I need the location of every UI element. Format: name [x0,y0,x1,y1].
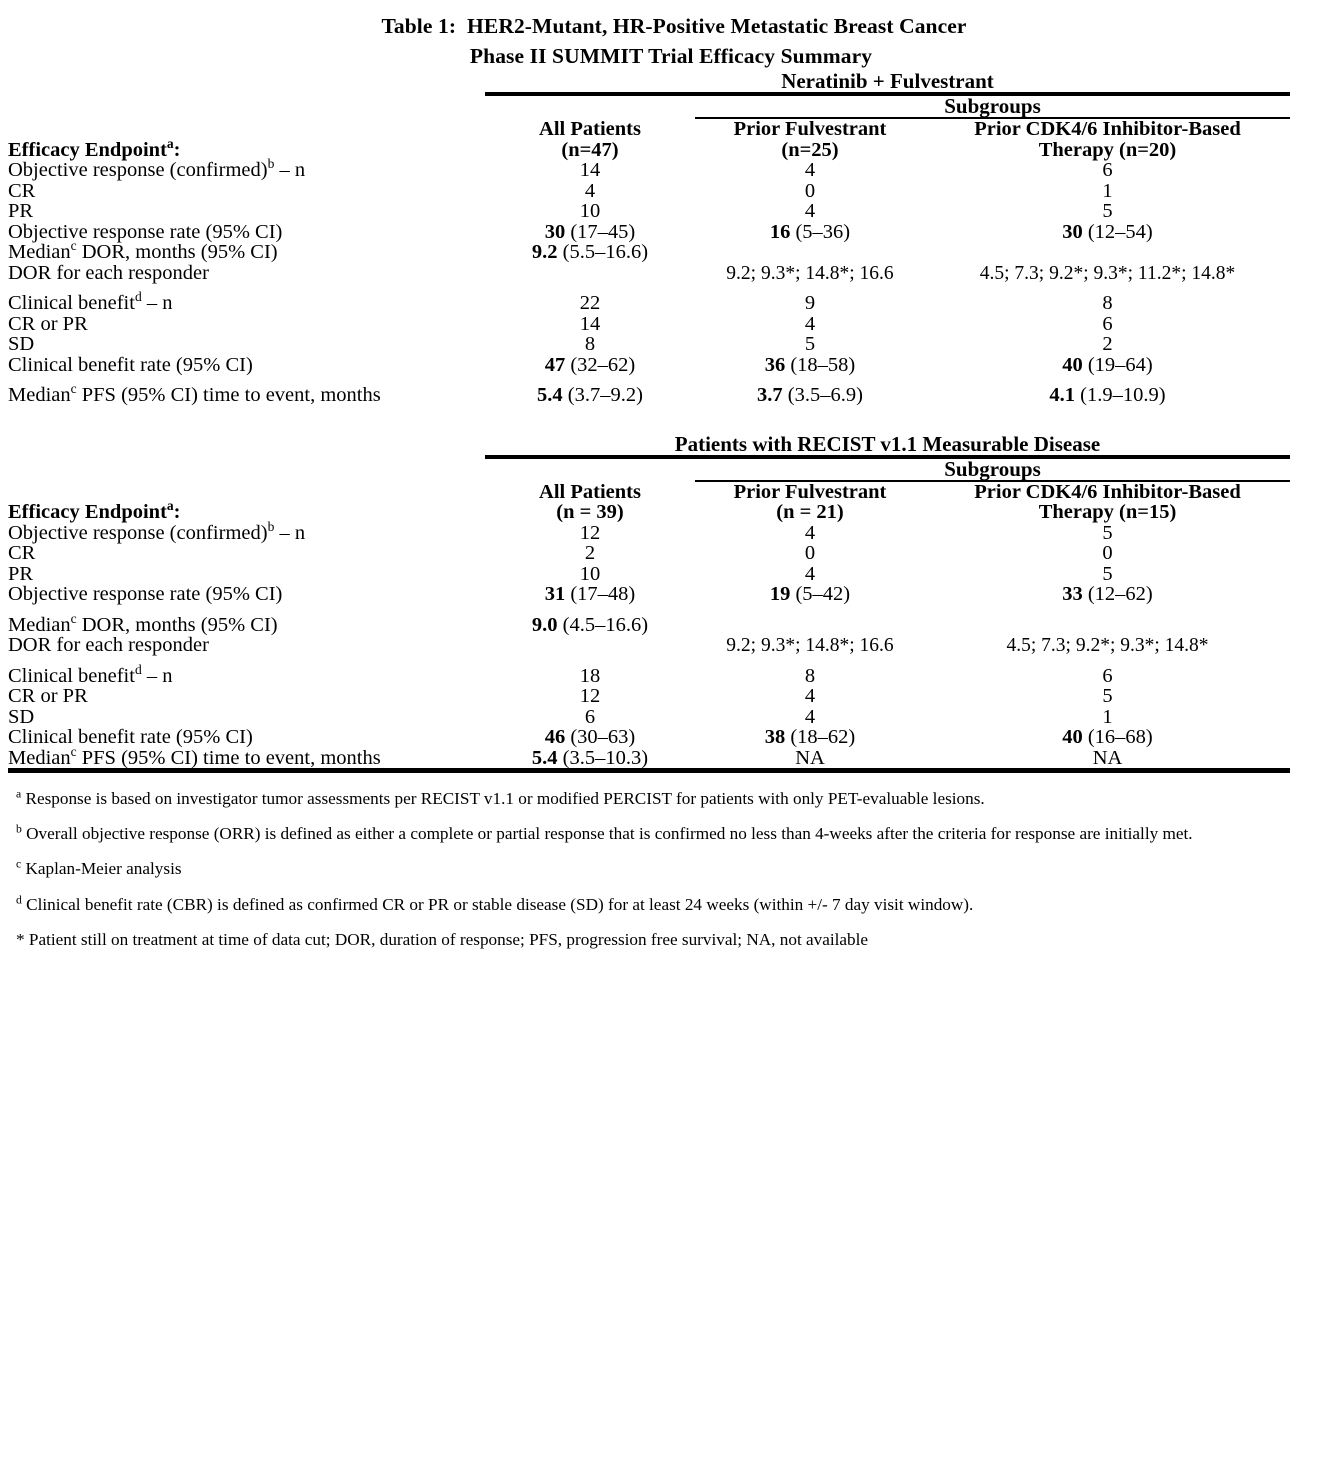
row-label: CR [8,179,36,202]
footnote-text: Overall objective response (ORR) is defined as either a complete or partial response that is confirmed no less than 4-weeks after the criteria for response are initially met. [26,824,1193,844]
row-value: 4 [584,179,596,202]
column-n-prior-fulvestrant: (n = 21) [776,501,844,523]
row-label: Median$^c$ DOR, months (95% CI) [8,610,278,636]
table-row [8,314,1290,335]
table-row [8,263,1290,284]
efficacy-table-section-1 [8,71,1290,406]
row-value: 4 [804,685,816,707]
table-row [8,686,1290,707]
row-label: PR [8,200,34,222]
subgroups-spacer-all [485,457,695,481]
subgroups-spacer-all [485,94,695,118]
footnote-marker: b [16,822,22,836]
row-value: 4 [804,521,816,544]
page-title [0,0,1342,71]
row-label: DOR for each responder [8,634,209,656]
row-value: 12 [579,685,601,707]
row-value: NA [1092,746,1123,769]
row-value: 4 [804,159,816,181]
row-value: 18 [579,664,601,687]
row-value: 40 (16–68) [1062,726,1153,748]
column-header-blank [8,118,485,140]
table-row [8,293,1290,314]
row-value: 0 [804,542,816,564]
table-row [8,181,1290,202]
row-value: 38 (18–62) [764,726,856,748]
row-value: 9.2 (5.5–16.6) [531,241,649,263]
row-value: 0 [1102,542,1113,564]
column-header-row-2 [8,502,1290,523]
table-row [8,523,1290,544]
row-value: 6 [1102,159,1113,181]
row-value: 6 [1102,312,1113,335]
table-row [8,727,1290,748]
row-value [695,615,925,636]
row-value: 8 [1102,292,1113,314]
footnote-text: Patient still on treatment at time of data cut; DOR, duration of response; PFS, progression free survival; NA, not available [28,929,869,949]
row-value: 1 [1102,705,1113,728]
row-value [925,242,1290,263]
row-value: 3.7 (3.5–6.9) [757,384,863,406]
column-header-prior-fulvestrant: Prior Fulvestrant [733,118,887,140]
row-value: 6 [1102,664,1113,687]
spacer-row [8,605,1290,615]
row-value: 4.5; 7.3; 9.2*; 9.3*; 14.8* [1006,635,1209,656]
row-value: 9.0 (4.5–16.6) [531,613,649,636]
table-row [8,160,1290,181]
row-label: Clinical benefit$^d$ – n [8,289,173,314]
footnotes-block [16,787,1332,949]
table-row [8,635,1290,656]
row-value: 4.1 (1.9–10.9) [1049,384,1166,406]
table-row [8,564,1290,585]
row-value: 8 [584,333,596,355]
row-label: Objective response (confirmed)$^b$ – n [8,518,306,544]
row-value: 31 (17–48) [544,583,636,605]
footnote-text: Clinical benefit rate (CBR) is defined as confirmed CR or PR or stable disease (SD) for at least 24 weeks (within +/- 7 day visit window). [26,894,974,914]
row-label: Objective response rate (95% CI) [8,583,283,605]
row-value: 10 [579,200,601,222]
column-n-prior-cdk: Therapy (n=15) [1038,501,1177,523]
efficacy-endpoint-header: Efficacy Endpoint$^a$: [8,135,181,161]
row-value: 4 [804,200,816,222]
row-value: 0 [804,179,816,202]
column-header-blank [8,481,485,503]
title-line-1: Table 1: HER2-Mutant, HR-Positive Metastatic Breast Cancer [381,14,967,38]
efficacy-table-root [0,71,1342,768]
section-banner-row [8,434,1290,457]
row-label: Objective response (confirmed)$^b$ – n [8,156,306,181]
row-value: 5.4 (3.5–10.3) [531,746,649,769]
table-bottom-rule [8,768,1290,773]
row-value: 2 [1102,333,1113,355]
table-row [8,615,1290,636]
subgroups-label: Subgroups [695,457,1290,481]
spacer-row [8,656,1290,666]
row-label: CR [8,542,36,564]
section-banner-label: Neratinib + Fulvestrant [485,71,1290,94]
row-value: 5 [804,333,816,355]
row-value: 16 (5–36) [769,220,851,243]
table-row [8,222,1290,243]
row-value [485,635,695,656]
efficacy-endpoint-header: Efficacy Endpoint$^a$: [8,498,181,523]
column-header-all-patients: All Patients [539,480,641,503]
table-row [8,666,1290,687]
table-row [8,543,1290,564]
row-value: 33 (12–62) [1062,583,1153,605]
footnote-text: Kaplan-Meier analysis [25,859,182,879]
row-label: SD [8,333,35,355]
row-value: 10 [579,562,601,585]
row-label: Clinical benefit$^d$ – n [8,661,173,687]
efficacy-table-section-2 [8,431,1290,769]
column-header-all-patients: All Patients [539,118,641,140]
row-value: 4 [804,312,816,335]
row-label: Clinical benefit rate (95% CI) [8,726,253,748]
row-value: 36 (18–58) [764,353,856,376]
subgroups-spacer-label [8,94,485,118]
column-n-all-patients: (n = 39) [556,501,624,523]
row-value: 19 (5–42) [769,583,851,605]
table-row [8,201,1290,222]
footnote-a [16,787,1332,808]
footnote-star [16,931,1332,948]
column-header-row-2 [8,140,1290,161]
section-banner-label: Patients with RECIST v1.1 Measurable Disease [485,434,1290,457]
row-value [695,242,925,263]
column-header-prior-fulvestrant: Prior Fulvestrant [733,480,887,503]
row-value: 6 [584,705,596,728]
row-value: 30 (17–45) [544,220,636,243]
table-row [8,584,1290,605]
footnote-b [16,822,1332,844]
subgroups-row [8,94,1290,118]
footnote-text: Response is based on investigator tumor assessments per RECIST v1.1 or modified PERCIST for patients with only PET-evaluable lesions. [25,789,985,808]
row-label: Clinical benefit rate (95% CI) [8,353,253,376]
row-value: 12 [579,521,601,544]
subgroups-spacer-label [8,457,485,481]
row-label: Median$^c$ DOR, months (95% CI) [8,238,278,263]
footnote-marker: a [16,787,22,801]
table-row [8,334,1290,355]
row-value: 9.2; 9.3*; 14.8*; 16.6 [726,635,894,656]
row-value [925,615,1290,636]
row-value: 8 [804,664,816,687]
row-value [485,263,695,284]
footnote-c [16,857,1332,879]
row-value: 40 (19–64) [1062,353,1153,376]
column-header-prior-cdk: Prior CDK4/6 Inhibitor-Based [974,118,1241,140]
banner-spacer [8,71,485,94]
column-header-prior-cdk: Prior CDK4/6 Inhibitor-Based [974,480,1241,503]
table-row [8,748,1290,769]
footnote-marker: c [16,857,22,871]
row-label: CR or PR [8,312,88,335]
row-label: PR [8,562,34,585]
row-value: 14 [579,159,601,181]
row-value: 30 (12–54) [1062,220,1153,243]
row-label: Median$^c$ PFS (95% CI) time to event, months [8,381,381,406]
row-value: 2 [584,542,596,564]
row-value: 46 (30–63) [544,726,636,748]
footnote-d [16,892,1332,914]
column-header-row-1 [8,118,1290,140]
row-value: 1 [1102,179,1113,202]
row-label: CR or PR [8,685,88,707]
row-value: 14 [579,312,601,335]
section-gap [0,406,1342,434]
row-value: NA [795,746,825,769]
subgroups-row [8,457,1290,481]
row-label: SD [8,705,35,728]
row-value: 5 [1102,521,1113,544]
footnote-marker: * [16,929,25,949]
column-header-row-1 [8,481,1290,503]
row-label: Median$^c$ PFS (95% CI) time to event, months [8,743,381,769]
footnote-marker: d [16,892,22,906]
row-label: DOR for each responder [8,261,209,284]
row-value: 4.5; 7.3; 9.2*; 9.3*; 11.2*; 14.8* [979,262,1236,284]
table-row [8,385,1290,406]
column-n-prior-cdk: Therapy (n=20) [1038,138,1177,161]
row-value: 47 (32–62) [544,353,636,376]
row-value: 4 [804,562,816,585]
row-value: 4 [804,705,816,728]
row-label: Objective response rate (95% CI) [8,220,283,243]
row-value: 5 [1102,200,1113,222]
table-row [8,242,1290,263]
row-value: 9.2; 9.3*; 14.8*; 16.6 [726,262,894,284]
table-row [8,707,1290,728]
row-value: 22 [579,292,601,314]
row-value: 5 [1102,685,1113,707]
row-value: 5.4 (3.7–9.2) [537,384,643,406]
row-value: 9 [804,292,816,314]
title-line-2: Phase II SUMMIT Trial Efficacy Summary [469,44,873,68]
section-banner-row [8,71,1290,94]
subgroups-label: Subgroups [695,94,1290,118]
banner-spacer [8,434,485,457]
spacer-row [8,283,1290,293]
row-value: 5 [1102,562,1113,585]
table-row [8,355,1290,376]
column-n-all-patients: (n=47) [561,138,619,161]
column-n-prior-fulvestrant: (n=25) [781,138,839,161]
